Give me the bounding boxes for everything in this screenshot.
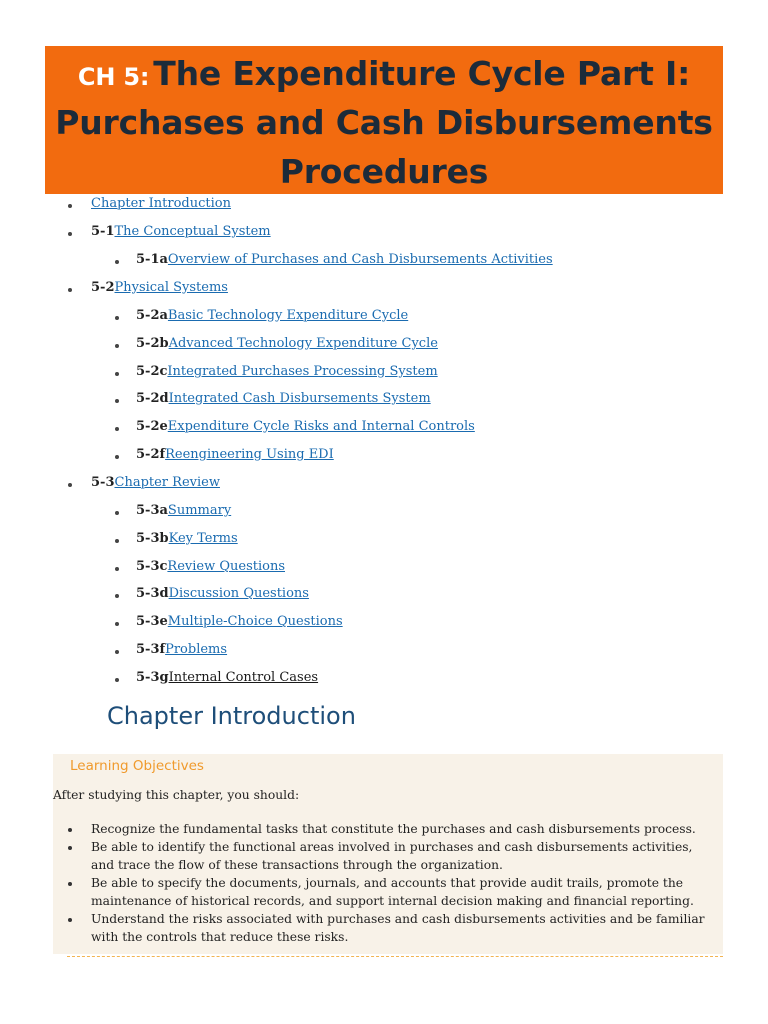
- toc-number: 5-2e: [136, 419, 168, 434]
- objective-bullet: [68, 828, 72, 832]
- toc-item-5-3d: [136, 585, 309, 603]
- toc-item-5-3c: [136, 558, 285, 576]
- objectives-intro: After studying this chapter, you should:: [53, 788, 300, 802]
- toc-item-5-3f: [136, 641, 227, 659]
- toc-number: 5-3f: [136, 642, 166, 657]
- toc-bullet: [115, 455, 119, 459]
- toc-item-5-3b: [136, 530, 238, 548]
- objective-item-2-line-2: and trace the flow of these transactions through the organization.: [91, 858, 503, 872]
- toc-number: 5-3g: [136, 670, 169, 685]
- toc-link-risks-controls[interactable]: Expenditure Cycle Risks and Internal Controls: [167, 419, 475, 434]
- toc-link-summary[interactable]: Summary: [167, 503, 232, 518]
- toc-bullet: [68, 204, 72, 208]
- title-text-1: The Expenditure Cycle Part I:: [153, 54, 691, 93]
- toc-number: 5-3d: [136, 586, 169, 601]
- toc-item-5-2: [91, 279, 228, 297]
- toc-link-problems[interactable]: Problems: [165, 642, 228, 657]
- title-line-2: Purchases and Cash Disbursements: [55, 103, 713, 142]
- toc-link-physical-systems[interactable]: Physical Systems: [114, 280, 228, 295]
- toc-item-5-3g: [136, 669, 318, 687]
- chapter-prefix: CH 5:: [77, 63, 150, 91]
- toc-number: 5-2c: [136, 364, 168, 379]
- toc-item-5-2a: [136, 307, 408, 325]
- toc-number: 5-2d: [136, 391, 169, 406]
- learning-objectives-title: Learning Objectives: [70, 758, 204, 774]
- toc-link-basic-technology[interactable]: Basic Technology Expenditure Cycle: [167, 308, 409, 323]
- toc-link-discussion-questions[interactable]: Discussion Questions: [168, 586, 309, 601]
- toc-bullet: [115, 260, 119, 264]
- toc-number: 5-3a: [136, 503, 168, 518]
- toc-item-5-1a: [136, 251, 553, 269]
- toc-link-internal-control-cases[interactable]: Internal Control Cases: [168, 670, 319, 685]
- toc-link-advanced-technology[interactable]: Advanced Technology Expenditure Cycle: [168, 336, 438, 351]
- toc-number: 5-3e: [136, 614, 168, 629]
- objective-item-3-line-2: maintenance of historical records, and support internal decision making and financial reporting.: [91, 894, 694, 908]
- toc-number: 5-3b: [136, 531, 169, 546]
- toc-number: 5-2a: [136, 308, 168, 323]
- toc-bullet: [115, 594, 119, 598]
- toc-link-chapter-introduction[interactable]: Chapter Introduction: [91, 196, 231, 211]
- toc-number: 5-1a: [136, 252, 168, 267]
- toc-number: 5-2f: [136, 447, 166, 462]
- toc-bullet: [115, 399, 119, 403]
- toc-link-conceptual-system[interactable]: The Conceptual System: [114, 224, 271, 239]
- toc-bullet: [68, 483, 72, 487]
- toc-item-5-2c: [136, 363, 438, 381]
- toc-item-5-1: [91, 223, 271, 241]
- toc-number: 5-2b: [136, 336, 169, 351]
- objectives-divider: [67, 956, 723, 957]
- objective-item-3-line-1: Be able to specify the documents, journals, and accounts that provide audit trails, promote the: [91, 876, 684, 890]
- toc-number: 5-1: [91, 224, 115, 239]
- toc-bullet: [115, 372, 119, 376]
- toc-bullet: [115, 511, 119, 515]
- toc-item-5-2b: [136, 335, 438, 353]
- toc-link-multiple-choice[interactable]: Multiple-Choice Questions: [167, 614, 343, 629]
- toc-item-chapter-introduction: [91, 195, 231, 213]
- toc-bullet: [68, 288, 72, 292]
- toc-bullet: [115, 539, 119, 543]
- toc-link-key-terms[interactable]: Key Terms: [168, 531, 238, 546]
- toc-link-reengineering-edi[interactable]: Reengineering Using EDI: [165, 447, 334, 462]
- toc-item-5-2e: [136, 418, 475, 436]
- toc-bullet: [115, 622, 119, 626]
- toc-bullet: [115, 650, 119, 654]
- toc-item-5-3a: [136, 502, 231, 520]
- toc-link-integrated-cash-disbursements[interactable]: Integrated Cash Disbursements System: [168, 391, 431, 406]
- toc-bullet: [115, 567, 119, 571]
- toc-link-integrated-purchases[interactable]: Integrated Purchases Processing System: [167, 364, 438, 379]
- objective-item-1-line-1: Recognize the fundamental tasks that constitute the purchases and cash disbursements process.: [91, 822, 696, 836]
- title-line-3: Procedures: [279, 152, 489, 191]
- objective-bullet: [68, 918, 72, 922]
- toc-item-5-2f: [136, 446, 334, 464]
- toc-bullet: [68, 232, 72, 236]
- toc-bullet: [115, 427, 119, 431]
- toc-link-chapter-review[interactable]: Chapter Review: [114, 475, 220, 490]
- objective-item-2-line-1: Be able to identify the functional areas involved in purchases and cash disbursements activities,: [91, 840, 693, 854]
- objective-item-4-line-2: with the controls that reduce these risks.: [91, 930, 349, 944]
- toc-number: 5-3c: [136, 559, 168, 574]
- toc-link-overview-purchases[interactable]: Overview of Purchases and Cash Disbursements Activities: [167, 252, 553, 267]
- toc-number: 5-3: [91, 475, 115, 490]
- toc-item-5-3e: [136, 613, 343, 631]
- toc-item-5-3: [91, 474, 220, 492]
- objective-item-4-line-1: Understand the risks associated with purchases and cash disbursements activities and be familiar: [91, 912, 705, 926]
- section-heading: Chapter Introduction: [107, 702, 356, 730]
- toc-number: 5-2: [91, 280, 115, 295]
- toc-link-review-questions[interactable]: Review Questions: [167, 559, 285, 574]
- toc-item-5-2d: [136, 390, 431, 408]
- toc-bullet: [115, 316, 119, 320]
- toc-bullet: [115, 344, 119, 348]
- toc-bullet: [115, 678, 119, 682]
- objective-bullet: [68, 846, 72, 850]
- objective-bullet: [68, 882, 72, 886]
